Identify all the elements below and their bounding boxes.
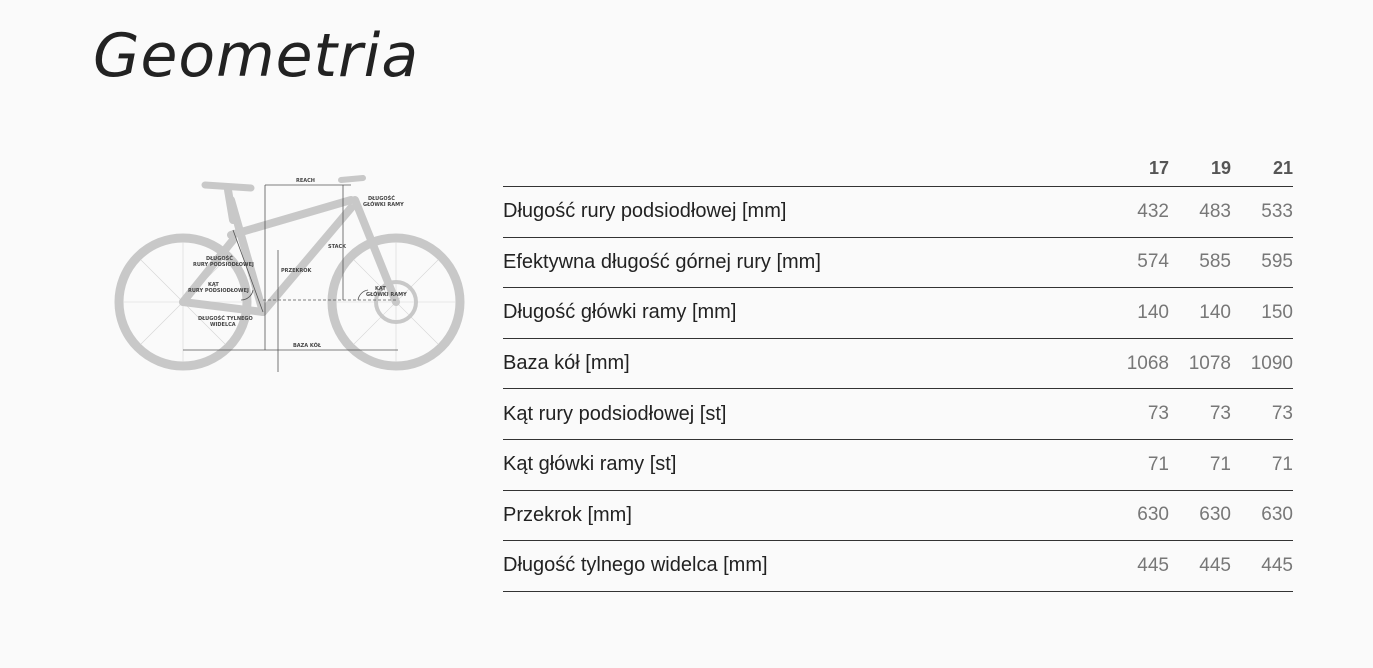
row-label: Baza kół [mm] [503,338,1107,389]
row-label: Efektywna długość górnej rury [mm] [503,237,1107,288]
row-value: 574 [1107,237,1169,288]
row-value: 1090 [1231,338,1293,389]
row-value: 1068 [1107,338,1169,389]
standover-label: PRZEKROK [281,268,312,274]
row-value: 445 [1107,541,1169,592]
seat-post [228,190,233,220]
handlebar [341,178,363,180]
row-value: 630 [1231,490,1293,541]
row-value: 630 [1169,490,1231,541]
seat-tube-length-label-2: RURY PODSIODŁOWEJ [193,262,254,268]
row-value: 73 [1107,389,1169,440]
row-value: 483 [1169,187,1231,238]
saddle [205,185,251,188]
head-angle-label-2: GŁÓWKI RAMY [366,292,407,298]
row-label: Długość tylnego widelca [mm] [503,541,1107,592]
row-value: 630 [1107,490,1169,541]
seat-angle-label-2: RURY PODSIODŁOWEJ [188,288,249,294]
table-row [503,187,1293,238]
chainstay-label-2: WIDELCA [210,322,236,328]
row-value: 585 [1169,237,1231,288]
row-label: Kąt rury podsiodłowej [st] [503,389,1107,440]
bike-geometry-diagram [93,140,488,375]
head-tube-length-label-1: DŁUGOŚĆ [368,196,395,202]
row-value: 533 [1231,187,1293,238]
table-header-row [503,150,1293,187]
size-header: 17 [1107,150,1169,187]
table-row [503,338,1293,389]
row-value: 1078 [1169,338,1231,389]
row-value: 71 [1169,439,1231,490]
geometry-table [503,150,1293,592]
row-value: 445 [1231,541,1293,592]
row-label: Kąt główki ramy [st] [503,439,1107,490]
table-row [503,288,1293,339]
row-value: 73 [1169,389,1231,440]
seat-angle-label-1: KĄT [208,282,219,288]
row-value: 445 [1169,541,1231,592]
row-value: 73 [1231,389,1293,440]
head-tube-length-label-2: GŁÓWKI RAMY [363,202,404,208]
row-value: 150 [1231,288,1293,339]
row-label: Przekrok [mm] [503,490,1107,541]
size-header: 19 [1169,150,1231,187]
table-row [503,541,1293,592]
chainstay-label-1: DŁUGOŚĆ TYLNEGO [198,316,253,322]
row-value: 140 [1169,288,1231,339]
row-value: 595 [1231,237,1293,288]
stack-label: STACK [328,244,347,250]
reach-label: REACH [296,178,315,184]
size-header: 21 [1231,150,1293,187]
row-label: Długość rury podsiodłowej [mm] [503,187,1107,238]
row-value: 71 [1107,439,1169,490]
table-row [503,490,1293,541]
row-label: Długość główki ramy [mm] [503,288,1107,339]
wheelbase-label: BAZA KÓŁ [293,343,322,349]
table-row [503,389,1293,440]
head-angle-label-1: KĄT [375,286,386,292]
seat-tube-length-label-1: DŁUGOŚĆ [206,256,233,262]
page-title: Geometria [93,21,420,91]
table-row [503,439,1293,490]
row-value: 140 [1107,288,1169,339]
row-value: 71 [1231,439,1293,490]
row-value: 432 [1107,187,1169,238]
table-row [503,237,1293,288]
table-header-label [503,150,1107,187]
